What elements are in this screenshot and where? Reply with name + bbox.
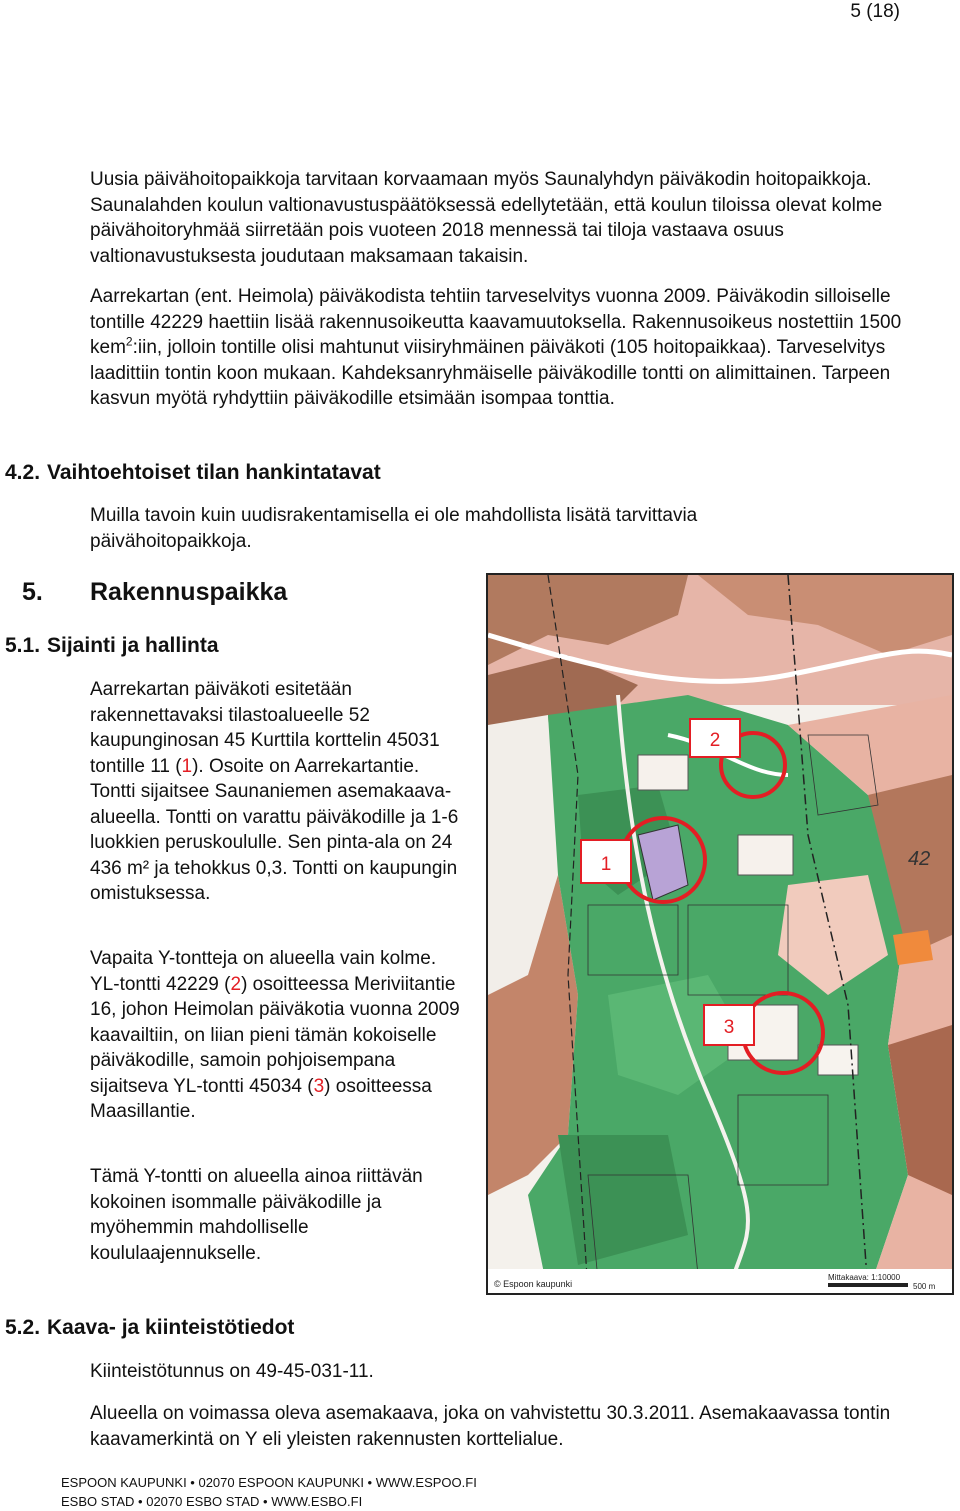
section-5-2-number: 5.2. — [5, 1316, 41, 1339]
section-5-1-p2-text-c: ) osoitteessa Maasillantie. — [90, 1075, 432, 1122]
section-5-2-title: Kaava- ja kiinteistötiedot — [47, 1316, 295, 1339]
marker-2-label: 3 — [723, 1017, 735, 1038]
superscript-2: 2 — [125, 334, 133, 349]
section-5-1-paragraph-1 — [90, 677, 460, 907]
marker-1-label: 1 — [600, 854, 612, 875]
section-5-1-p1-text-b: ). Osoite on Aarrekartantie. Tontti sijaitsee Saunaniemen asemakaava-alueella. Tontti on varattu päiväkodille ja 1-6 luokkien peruskoululle. Sen pinta-ala on 24 436 m² ja tehokkus 0,3. Tontti on kaupungin omistuksessa. — [90, 755, 459, 904]
intro-paragraph-2 — [90, 284, 950, 412]
section-5-1-p2-text-a: Vapaita Y-tontteja on alueella vain kolme. YL-tontti 42229 ( — [90, 948, 437, 995]
page-number: 5 (18) — [850, 1, 900, 22]
map-number-label: 42 — [908, 848, 931, 870]
intro-paragraph-2-text-a: Aarrekartan (ent. Heimola) päiväkodista tehtiin tarveselvitys vuonna 2009. Päiväkodin silloiselle tontille 42229 haettiin lisää rakennusoikeutta kaavamuutoksella. Rakennusoikeus nostettiin 1500 kem — [90, 286, 902, 358]
section-5-1-p1-text-a: Aarrekartan päiväkoti esitetään rakennettavaksi tilastoalueelle 52 kaupunginosan 45 Kurttila korttelin 45031 tontille 11 ( — [90, 679, 440, 777]
zoning-map — [486, 573, 954, 1295]
section-4-2-heading — [5, 461, 381, 485]
section-5-1-title: Sijainti ja hallinta — [47, 634, 219, 657]
footer-line-1: ESPOON KAUPUNKI • 02070 ESPOON KAUPUNKI • WWW.ESPOO.FI — [61, 1475, 477, 1490]
intro-paragraph-1: Uusia päivähoitopaikkoja tarvitaan korvaamaan myös Saunalyhdyn päiväkodin hoitopaikkoja. Saunalahden koulun valtionavustuspäätöksessä edellytetään, että koulun tiloissa olevat kolme päivähoitoryhmää siirretään pois vuoteen 2018 mennessä tai tiloja vastaava osuus valtionavustuksesta joudutaan maksamaan takaisin. — [90, 169, 883, 267]
map-scale-label: Mittakaava: 1:10000 — [828, 1273, 901, 1282]
map-copyright: © Espoon kaupunki — [494, 1279, 573, 1289]
section-5-2-paragraph-2: Alueella on voimassa oleva asemakaava, joka on vahvistettu 30.3.2011. Asemakaavassa tontin kaavamerkintä on Y eli yleisten rakennusten korttelialue. — [90, 1403, 891, 1450]
section-5-1-heading — [5, 634, 219, 658]
section-4-2-text: Muilla tavoin kuin uudisrakentamisella ei ole mahdollista lisätä tarvittavia päivähoitopaikkoja. — [90, 505, 698, 552]
section-4-2-title: Vaihtoehtoiset tilan hankintatavat — [47, 461, 381, 484]
section-5-1-number: 5.1. — [5, 634, 41, 657]
site-1-reference: 1 — [181, 755, 193, 777]
section-5-2-paragraph-1: Kiinteistötunnus on 49-45-031-11. — [90, 1361, 374, 1382]
section-5-1-p2-text-b: ) osoitteessa Meriviitantie 16, johon Heimolan päiväkotia vuonna 2009 kaavailtiin, on liian pieni tämän kokoiselle päiväkodille, samoin pohjoisempana sijaitseva YL-tontti 45034 ( — [90, 973, 460, 1097]
map-scale-bar-label: 500 m — [913, 1282, 936, 1291]
section-5-1-paragraph-2 — [90, 946, 470, 1125]
site-3-reference: 3 — [313, 1075, 325, 1097]
marker-3-label: 2 — [709, 730, 721, 751]
zoning-map-drawing — [488, 575, 952, 1293]
map-scale-bar — [828, 1283, 908, 1287]
section-4-2-number: 4.2. — [5, 461, 41, 484]
intro-paragraph-2-text-b: :iin, jolloin tontille olisi mahtunut viisiryhmäinen päiväkoti (105 hoitopaikkaa). Tarveselvitys laadittiin tontin koon mukaan. Kahdeksanryhmäiselle päiväkodille tontti on alimittainen. Tarpeen kasvun myötä ryhdyttiin päiväkodille etsimään isompaa tonttia. — [90, 337, 891, 409]
section-5-1-paragraph-3: Tämä Y-tontti on alueella ainoa riittävän kokoinen isommalle päiväkodille ja myöhemmin mahdolliselle koululaajennukselle. — [90, 1166, 423, 1264]
section-5-title: Rakennuspaikka — [90, 578, 288, 606]
section-5-2-heading — [5, 1316, 295, 1340]
site-2-reference: 2 — [230, 973, 242, 995]
footer-line-2: ESBO STAD • 02070 ESBO STAD • WWW.ESBO.FI — [61, 1494, 363, 1509]
section-5-number: 5. — [22, 578, 43, 606]
footer — [61, 1473, 477, 1511]
